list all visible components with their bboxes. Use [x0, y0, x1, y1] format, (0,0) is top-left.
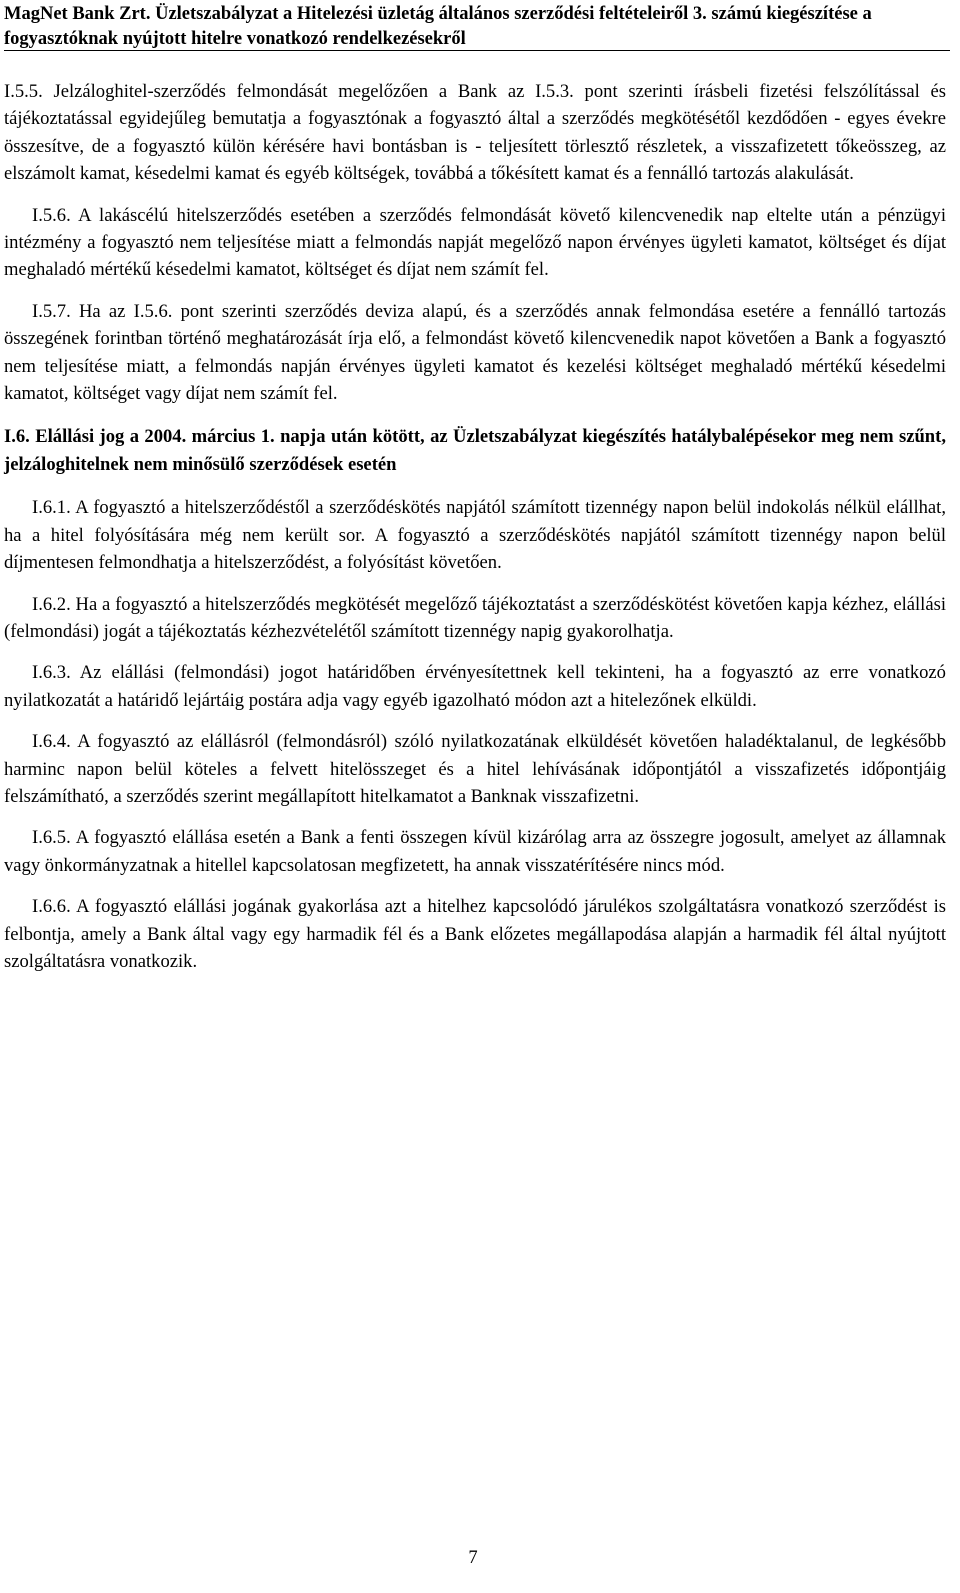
- section-text: A fogyasztó a hitelszerződéstől a szerződéskötés napjától számított tizennégy napon belül indokolás nélkül elállhat, ha a hitel folyósítására még nem került sor. A fogyasztó a szerződéskötés napjától számított tizennégy napon belül díjmentesen felmondhatja a hitelszerződést, a folyósítást követően.: [4, 497, 946, 574]
- section-number: I.5.7.: [32, 300, 71, 322]
- section-text: Ha az I.5.6. pont szerinti szerződés deviza alapú, és a szerződés annak felmondása esetére a fennálló tartozás összegének forintban történő meghatározását írja elő, a felmondást követő kilencvenedik napot követően a Bank a fogyasztó nem teljesítése miatt, a felmondás napján érvényes ügyleti kamatot és kezelési költséget meghaladó mértékű késedelmi kamatot, költséget vagy díjat nem számít fel.: [4, 300, 946, 405]
- section-number: I.6.1.: [32, 497, 71, 519]
- section-i-6-1: [4, 494, 946, 576]
- section-i-5-5: [4, 78, 946, 188]
- section-i-5-6: [4, 202, 946, 284]
- section-i-6-5: [4, 824, 946, 879]
- section-number: I.6.6.: [32, 896, 71, 918]
- section-i-6-2: [4, 591, 946, 646]
- section-number: I.6.5.: [32, 827, 71, 849]
- section-number: I.5.5.: [4, 81, 43, 102]
- document-body: [4, 78, 946, 975]
- section-i-6-6: [4, 893, 946, 975]
- section-text: A fogyasztó elállása esetén a Bank a fenti összegen kívül kizárólag arra az összegre jogosult, amelyet az államnak vagy önkormányzatnak a hitellel kapcsolatosan megfizetett, ha annak visszatérítésére nincs mód.: [4, 827, 946, 876]
- bank-name: MagNet Bank Zrt.: [4, 4, 151, 24]
- section-i-5-7: [4, 298, 946, 408]
- section-i-6-4: [4, 728, 946, 810]
- page-number: 7: [468, 1548, 478, 1568]
- section-number: I.6.3.: [32, 662, 71, 684]
- section-number: I.6.4.: [32, 731, 71, 753]
- section-i-6-3: [4, 659, 946, 714]
- section-text: Az elállási (felmondási) jogot határidőben érvényesítettnek kell tekinteni, ha a fogyasztó az erre vonatkozó nyilatkozatát a határidő lejártáig postára adja vagy egyéb igazolható módon azt a hitelezőnek elküldi.: [4, 662, 946, 711]
- header-title: Üzletszabályzat a Hitelezési üzletág általános szerződési feltételeiről 3. számú kiegészítése a fogyasztóknak nyújtott hitelre vonatkozó rendelkezésekről: [4, 4, 872, 49]
- section-heading-i-6: I.6. Elállási jog a 2004. március 1. napja után kötött, az Üzletszabályzat kiegészítés hatálybalépésekor meg nem szűnt, jelzáloghitelnek nem minősülő szerződések esetén: [4, 426, 946, 475]
- section-text: Ha a fogyasztó a hitelszerződés megkötését megelőző tájékoztatást a szerződéskötést követően kapja kézhez, elállási (felmondási) jogát a tájékoztatás kézhezvételétől számított tizennégy napig gyakorolhatja.: [4, 593, 946, 642]
- section-text: A fogyasztó elállási jogának gyakorlása azt a hitelhez kapcsolódó járulékos szolgáltatásra vonatkozó szerződést is felbontja, amely a Bank által vagy egy harmadik fél és a Bank előzetes megállapodása alapján a harmadik fél által nyújtott szolgáltatásra vonatkozik.: [4, 896, 946, 972]
- section-number: I.5.6.: [32, 204, 71, 226]
- section-text: A fogyasztó az elállásról (felmondásról) szóló nyilatkozatának elküldését követően haladéktalanul, de legkésőbb harminc napon belül köteles a felvett hitelösszeget és a hitel lehívásának időpontjától a visszafizetés időpontjáig felszámítható, a szerződés szerint megállapított hitelkamatot a Banknak visszafizetni.: [4, 731, 947, 807]
- section-number: I.6.2.: [32, 593, 71, 615]
- section-text: A lakáscélú hitelszerződés esetében a szerződés felmondását követő kilencvenedik nap eltelte után a pénzügyi intézmény a fogyasztó nem teljesítése miatt a felmondás napját megelőző napon érvényes ügyleti kamatot, költséget és díjat meghaladó mértékű késedelmi kamatot, költséget és díjat nem számít fel.: [4, 204, 946, 281]
- page-header: [4, 2, 944, 52]
- header-divider: [4, 50, 950, 51]
- section-text: Jelzáloghitel-szerződés felmondását megelőzően a Bank az I.5.3. pont szerinti írásbeli fizetési felszólítással és tájékoztatással egyidejűleg bemutatja a fogyasztónak a fogyasztó által a szerződés megkötésétől kezdődően - egyes évekre összesítve, de a fogyasztó külön kérésére havi bontásban is - teljesített törlesztő részletek, a visszafizetett tőkeösszeg, az elszámolt kamat, késedelmi kamat és egyéb költségek, továbbá a tőkésített kamat és a fennálló tartozás alakulását.: [4, 81, 946, 185]
